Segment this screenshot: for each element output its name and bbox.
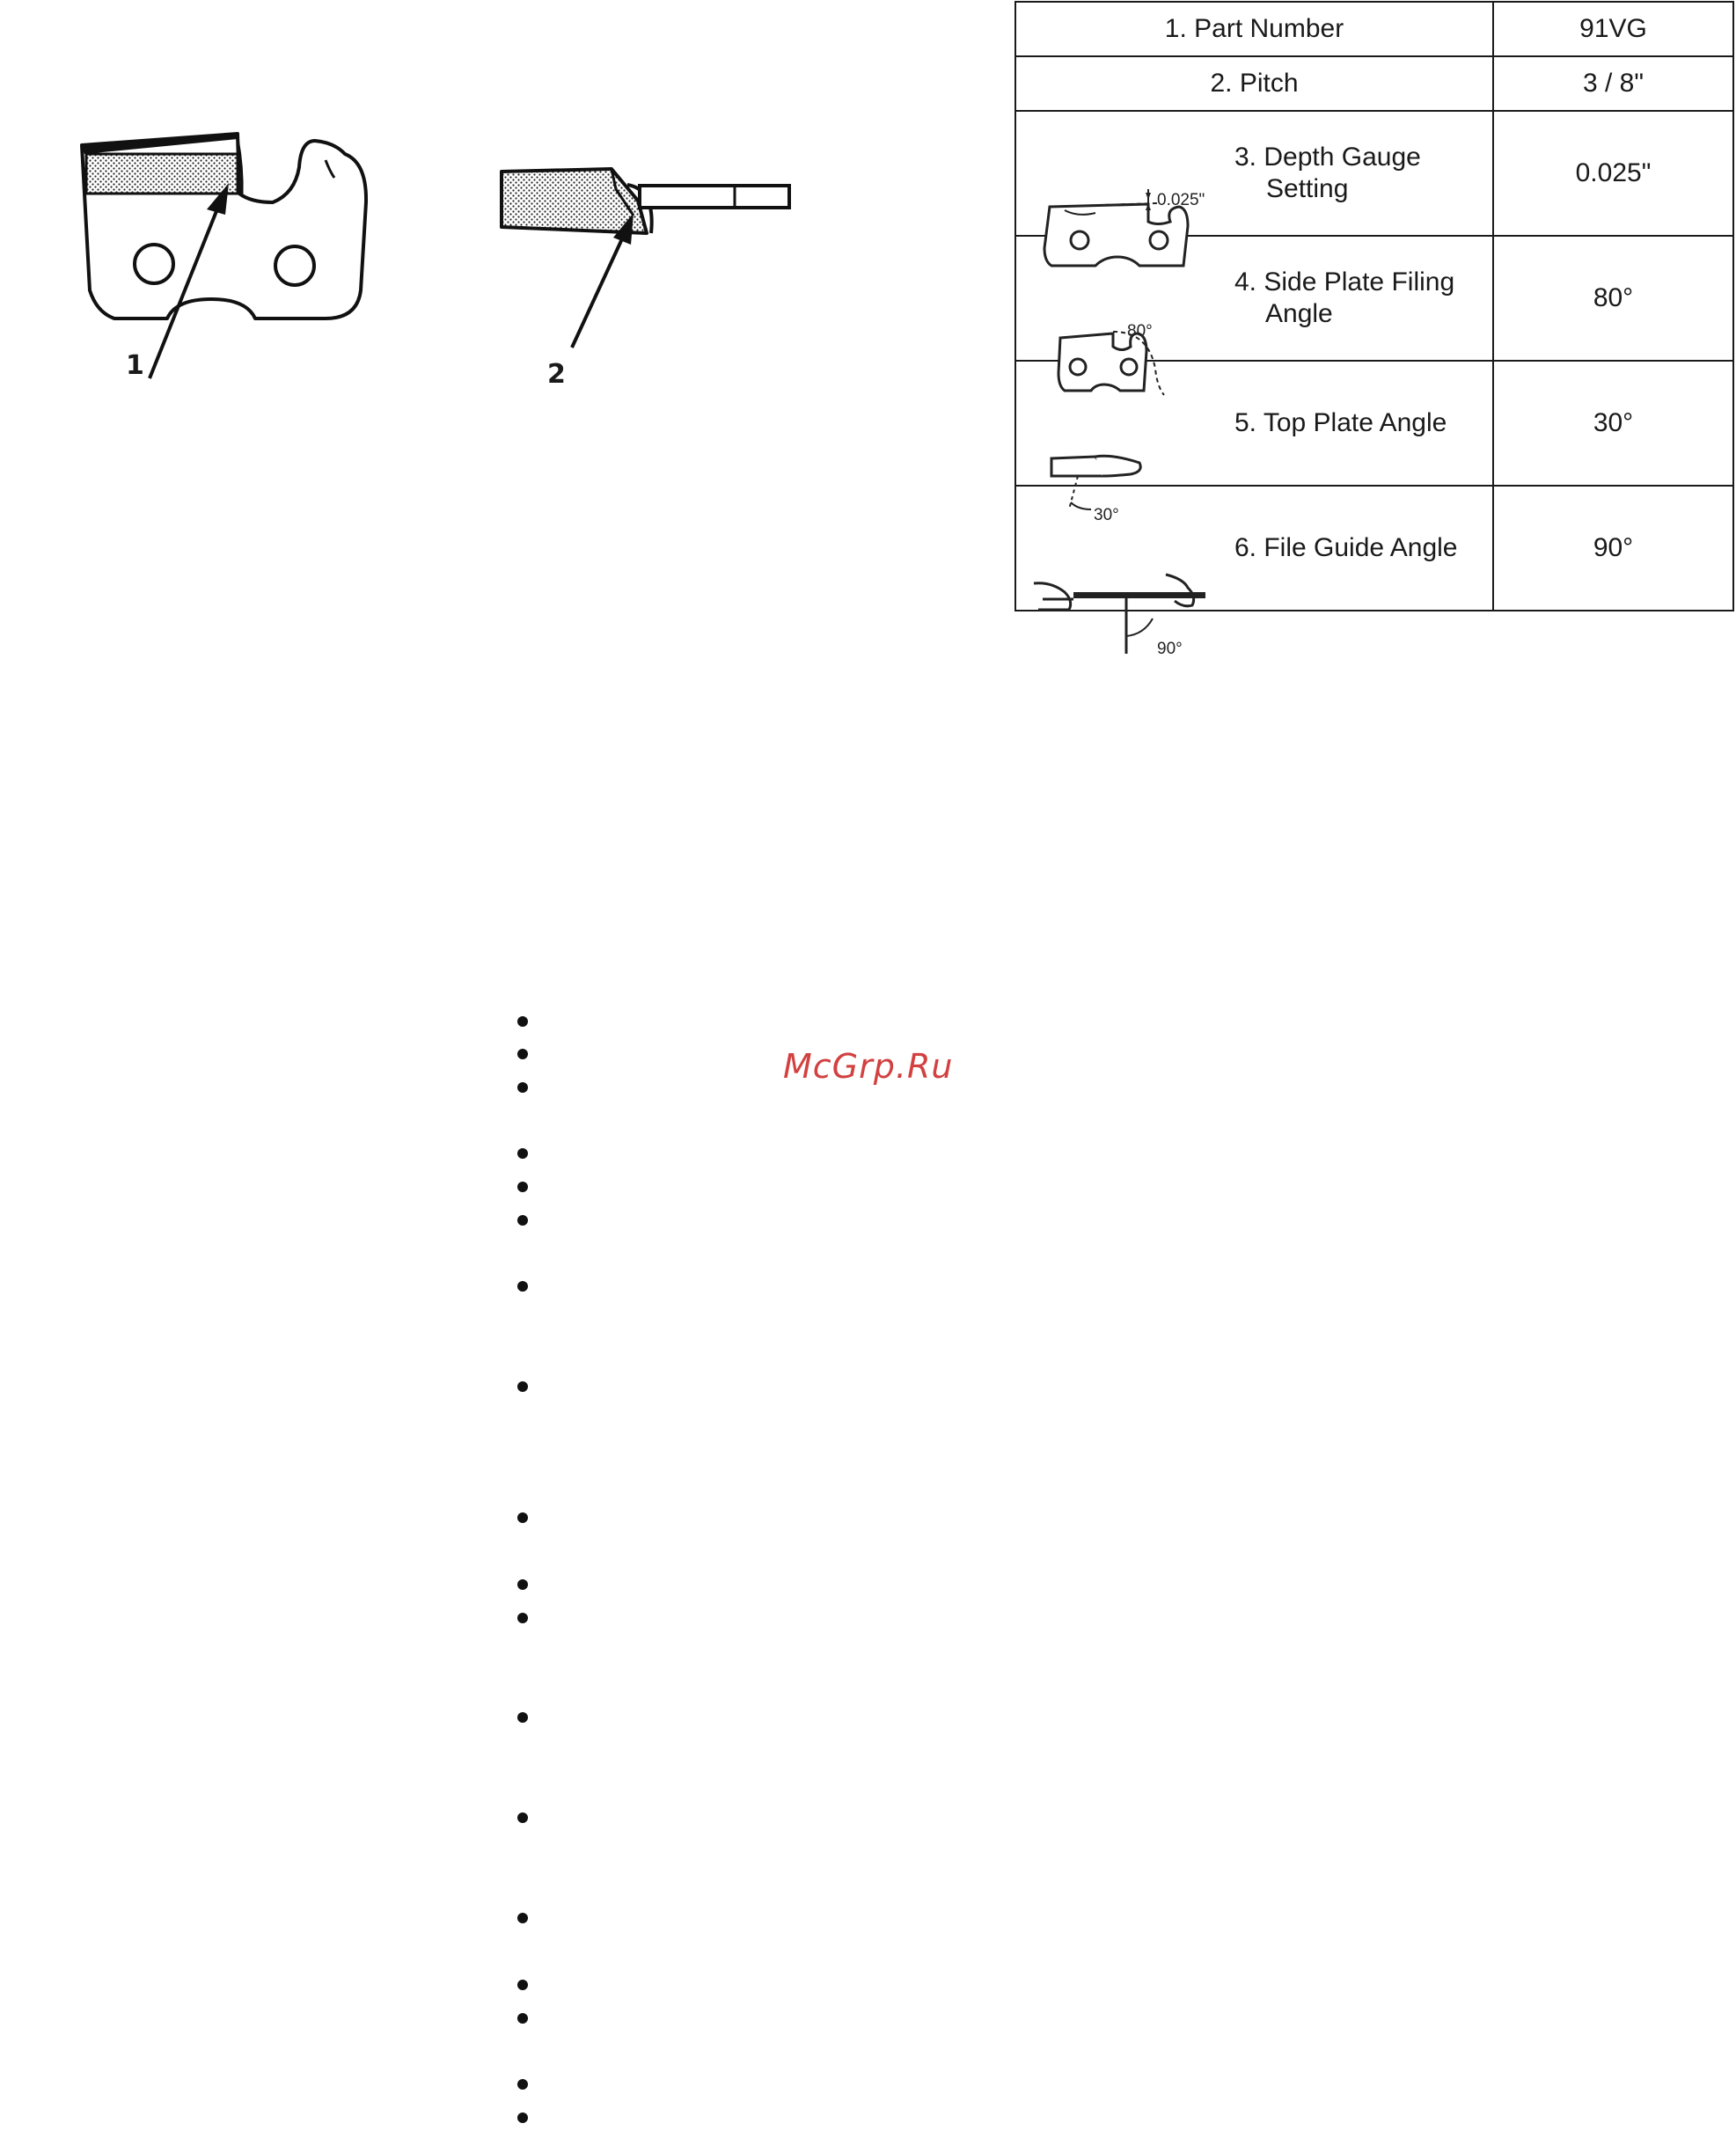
file-guide-angle-icon xyxy=(1025,557,1227,664)
bullet-point xyxy=(517,1281,528,1292)
spec-row-part-number xyxy=(1015,2,1733,56)
depth-gauge-icon xyxy=(1025,182,1227,289)
spec-label-line1: 6. File Guide Angle xyxy=(1234,533,1458,562)
spec-label-line2: Angle xyxy=(1265,299,1333,328)
callout-1: 1 xyxy=(126,350,144,381)
spec-row-depth-gauge xyxy=(1015,111,1733,236)
saw-chain-spec-table xyxy=(1014,1,1734,658)
bullet-point xyxy=(517,1579,528,1590)
svg-text:90°: 90° xyxy=(1157,640,1183,658)
spec-value: 91VG xyxy=(1493,2,1733,56)
bullet-point xyxy=(517,1182,528,1192)
bullet-point xyxy=(517,1381,528,1392)
svg-text:80°: 80° xyxy=(1127,322,1153,340)
bullet-point xyxy=(517,1812,528,1823)
side-plate-angle-icon xyxy=(1025,307,1227,414)
bullet-point xyxy=(517,1148,528,1159)
spec-value: 3 / 8" xyxy=(1493,56,1733,111)
bullet-point xyxy=(517,1613,528,1623)
bullet-point xyxy=(517,1049,528,1059)
bullet-point xyxy=(517,2112,528,2123)
bullet-point xyxy=(517,2079,528,2090)
top-plate-angle-icon xyxy=(1025,432,1227,539)
bullet-point xyxy=(517,1712,528,1723)
spec-label-line1: 4. Side Plate Filing xyxy=(1234,267,1455,297)
bullet-point xyxy=(517,1215,528,1226)
spec-label: 1. Part Number xyxy=(1015,2,1493,56)
cutter-side-view-drawing xyxy=(70,114,387,396)
spec-value: 80° xyxy=(1493,236,1733,361)
spec-value: 0.025" xyxy=(1493,111,1733,236)
spec-value: 90° xyxy=(1493,486,1733,611)
svg-text:0.025": 0.025" xyxy=(1157,191,1205,209)
cutter-top-view-drawing xyxy=(488,150,805,405)
bullet-point xyxy=(517,1082,528,1093)
bullet-point xyxy=(517,1980,528,1990)
bullet-point xyxy=(517,1016,528,1027)
spec-label: 2. Pitch xyxy=(1015,56,1493,111)
svg-text:30°: 30° xyxy=(1094,506,1119,524)
spec-row-pitch xyxy=(1015,56,1733,111)
bullet-point xyxy=(517,1913,528,1923)
spec-value: 30° xyxy=(1493,361,1733,486)
spec-label-line2: Setting xyxy=(1266,174,1349,203)
bullet-point xyxy=(517,1512,528,1523)
watermark-text: McGrp.Ru xyxy=(783,1047,954,1086)
spec-label-cell xyxy=(1015,111,1493,236)
spec-label-line1: 3. Depth Gauge xyxy=(1234,143,1421,172)
bullet-point xyxy=(517,2013,528,2024)
callout-2: 2 xyxy=(547,359,566,390)
spec-label-line1: 5. Top Plate Angle xyxy=(1234,408,1447,437)
